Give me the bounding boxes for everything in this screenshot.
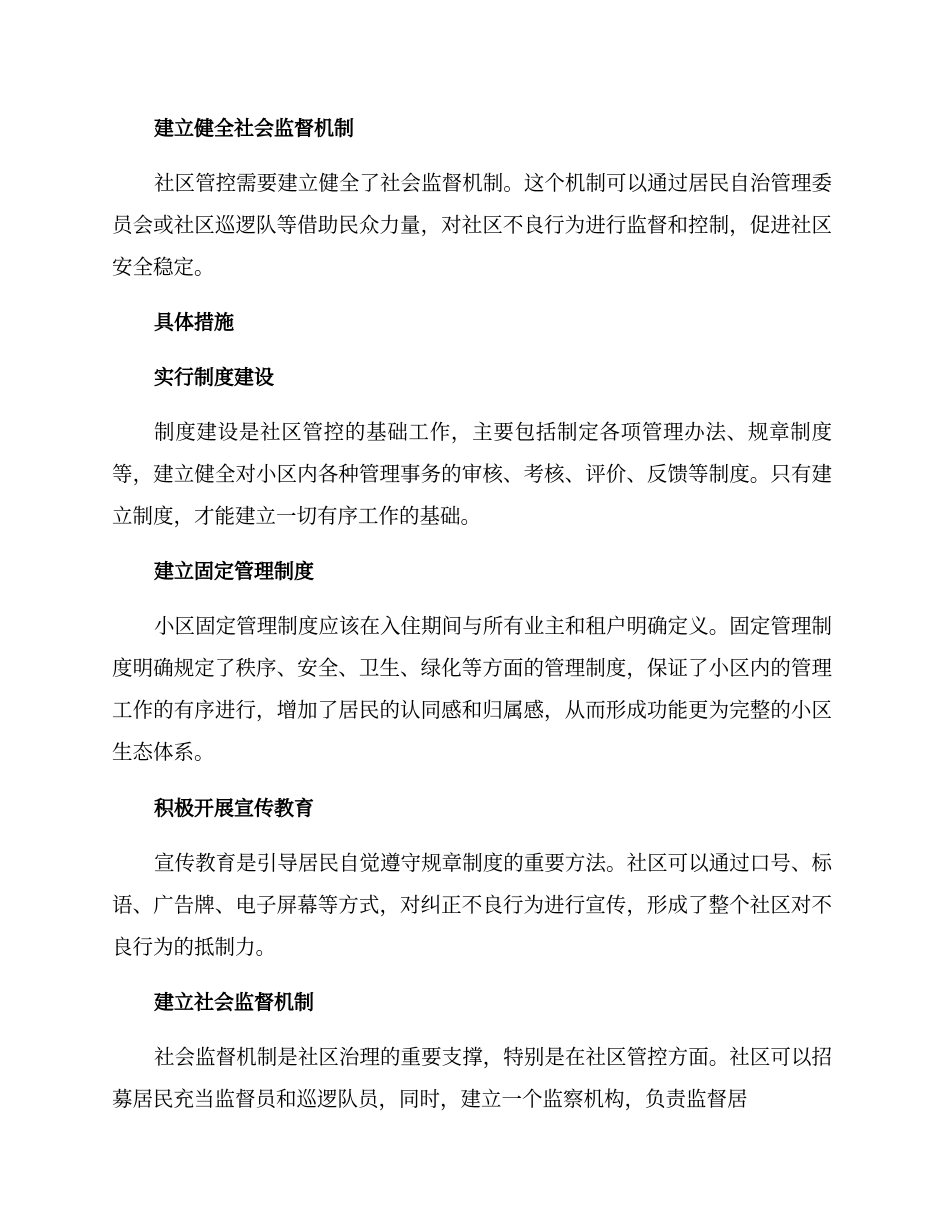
section-heading: 积极开展宣传教育 [154,796,314,820]
section-paragraph: 制度建设是社区管控的基础工作，主要包括制定各项管理办法、规章制度等，建立健全对小区内各种管理事务的审核、考核、评价、反馈等制度。只有建立制度，才能建立一切有序工作的基础。 [112,420,832,528]
section-heading: 具体措施 [154,310,234,334]
section-paragraph: 社区管控需要建立健全了社会监督机制。这个机制可以通过居民自治管理委员会或社区巡逻队等借助民众力量，对社区不良行为进行监督和控制，促进社区安全稳定。 [112,171,832,279]
section-heading: 建立社会监督机制 [154,990,314,1014]
section-paragraph: 社会监督机制是社区治理的重要支撑，特别是在社区管控方面。社区可以招募居民充当监督员和巡逻队员，同时，建立一个监察机构，负责监督居 [112,1045,832,1111]
section-heading: 实行制度建设 [154,365,274,389]
section-heading: 建立健全社会监督机制 [154,116,354,140]
section-paragraph: 小区固定管理制度应该在入住期间与所有业主和租户明确定义。固定管理制度明确规定了秩序、安全、卫生、绿化等方面的管理制度，保证了小区内的管理工作的有序进行，增加了居民的认同感和归属感，从而形成功能更为完整的小区生态体系。 [112,614,832,764]
section-heading: 建立固定管理制度 [154,559,314,583]
section-paragraph: 宣传教育是引导居民自觉遵守规章制度的重要方法。社区可以通过口号、标语、广告牌、电子屏幕等方式，对纠正不良行为进行宣传，形成了整个社区对不良行为的抵制力。 [112,851,832,959]
